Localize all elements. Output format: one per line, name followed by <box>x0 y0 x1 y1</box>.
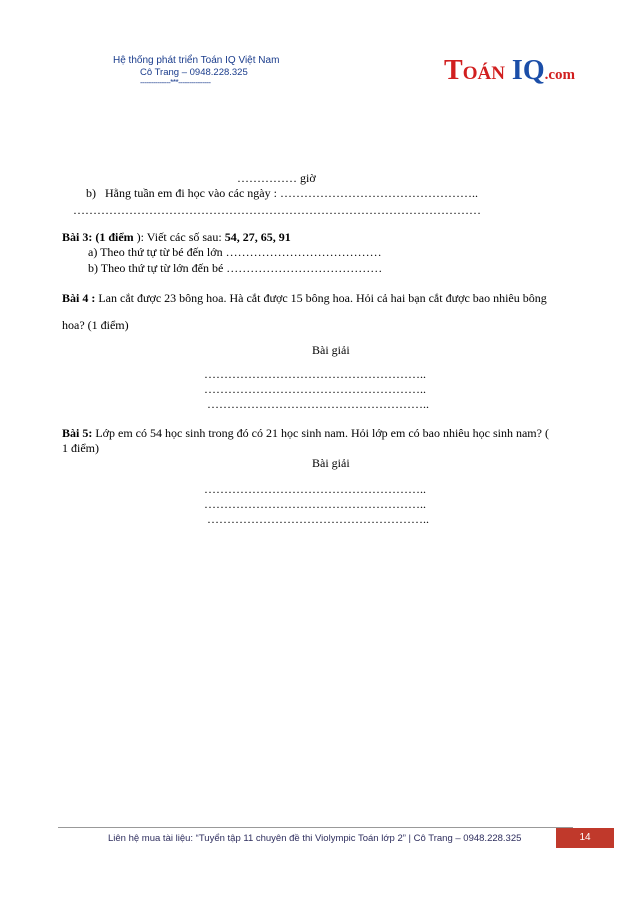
footer-divider <box>58 827 573 828</box>
bai3-heading <box>62 230 291 245</box>
bai4-answer-line-2: ……………………………………………….. <box>204 382 426 396</box>
bai3-a: a) Theo thứ tự từ bé đến lớn ………………………………… <box>88 245 382 259</box>
logo-iq: IQ <box>504 55 545 86</box>
bai5-title: Bài 5: <box>62 426 93 440</box>
q2b-label: b) <box>86 186 96 200</box>
page-number: 14 <box>556 828 614 848</box>
bai5-line1 <box>62 426 549 441</box>
q2b-text: Hằng tuần em đi học vào các ngày : ………………………………………….. <box>105 186 478 200</box>
bai3-numbers: 54, 27, 65, 91 <box>224 230 291 244</box>
logo-oan: OÁN <box>462 63 505 84</box>
bai5-solution-label: Bài giải <box>312 456 350 470</box>
bai4-answer-line-3: ……………………………………………….. <box>207 397 429 411</box>
bai4-text1: Lan cắt được 23 bông hoa. Hà cắt được 15 bông hoa. Hỏi cả hai bạn cắt được bao nhiêu bông <box>95 291 547 305</box>
bai4-answer-line-1: ……………………………………………….. <box>204 367 426 381</box>
header-divider: --------------***--------------- <box>140 78 211 87</box>
bai3-title: Bài 3: (1 điểm <box>62 230 137 244</box>
header-org-name: Hệ thống phát triển Toán IQ Việt Nam <box>113 55 280 66</box>
bai4-line1 <box>62 291 547 306</box>
bai4-title: Bài 4 : <box>62 291 96 305</box>
footer-text: Liên hệ mua tài liệu: “Tuyển tập 11 chuyên đề thi Violympic Toán lớp 2” | Cô Trang – 0948.228.325 <box>108 833 522 844</box>
bai5-answer-line-3: ……………………………………………….. <box>207 512 429 526</box>
logo-letter-t: T <box>444 55 463 86</box>
question-2b <box>86 186 478 201</box>
bai3-b: b) Theo thứ tự từ lớn đến bé ………………………………… <box>88 261 383 275</box>
bai3-title-rest: ): Viết các số sau: <box>136 230 225 244</box>
logo-com: .com <box>544 67 576 83</box>
q2b-answer-dots: ………………………………………………………………………………………… <box>73 203 481 217</box>
bai4-line2: hoa? (1 điểm) <box>62 318 129 332</box>
bai5-text1: Lớp em có 54 học sinh trong đó có 21 học sinh nam. Hỏi lớp em có bao nhiêu học sinh nam? ( <box>92 426 549 440</box>
bai5-answer-line-1: ……………………………………………….. <box>204 482 426 496</box>
header-contact: Cô Trang – 0948.228.325 <box>140 67 248 78</box>
gio-line: …………… giờ <box>237 171 316 185</box>
toan-iq-logo <box>444 56 575 90</box>
bai4-solution-label: Bài giải <box>312 343 350 357</box>
bai5-answer-line-2: ……………………………………………….. <box>204 497 426 511</box>
bai5-line2: 1 điểm) <box>62 441 99 455</box>
